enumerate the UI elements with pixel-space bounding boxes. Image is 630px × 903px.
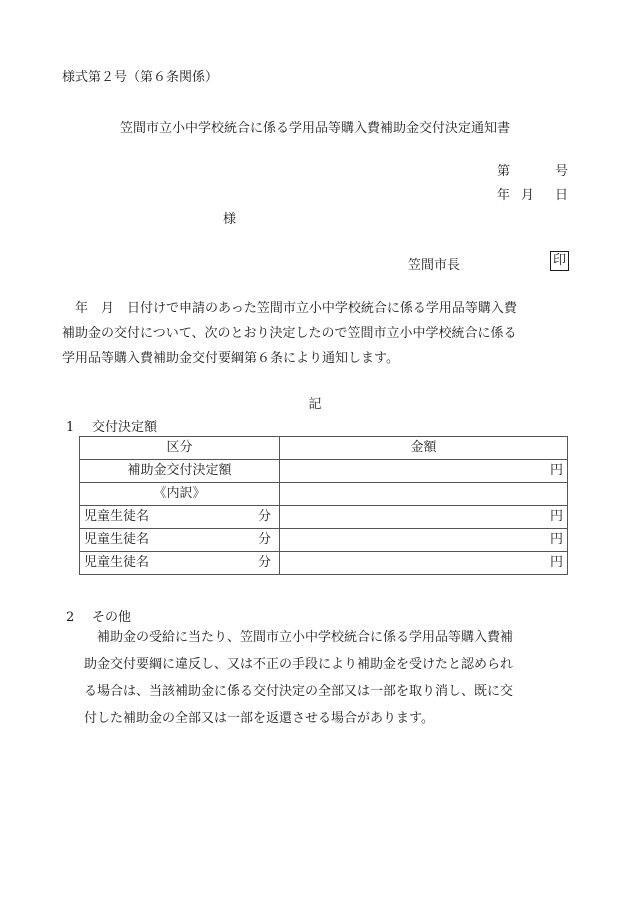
date-year: 年 — [497, 188, 511, 203]
total-row — [80, 460, 568, 483]
breakdown-amount-cell — [280, 483, 568, 506]
section2-number: 2 — [66, 610, 75, 625]
student-name-label: 児童生徒名 — [84, 532, 150, 547]
section1-number: 1 — [66, 420, 75, 435]
student-name-cell — [80, 506, 280, 529]
ki-heading: 記 — [308, 397, 322, 412]
body-line: 学用品等購入費補助金交付要綱第６条により通知します。 — [62, 351, 399, 366]
body-line: 補助金の交付について、次のとおり決定したので笠間市立小中学校統合に係る — [62, 326, 517, 341]
date-month: 月 — [521, 188, 535, 203]
document-title: 笠間市立小中学校統合に係る学用品等購入費補助金交付決定通知書 — [119, 121, 510, 136]
header-amount: 金額 — [280, 437, 568, 460]
header-category: 区分 — [80, 437, 280, 460]
section2-heading — [66, 606, 131, 625]
table-row — [80, 552, 568, 575]
student-yen-unit: 円 — [280, 552, 568, 575]
student-name-cell — [80, 552, 280, 575]
section1-heading — [66, 416, 157, 435]
total-label: 補助金交付決定額 — [80, 460, 280, 483]
grant-amount-table — [79, 436, 568, 575]
number-suffix: 号 — [555, 164, 569, 179]
table-row — [80, 506, 568, 529]
body-line: 年 月 日付けで申請のあった笠間市立小中学校統合に係る学用品等購入費 — [62, 301, 517, 316]
date-day: 日 — [555, 188, 569, 203]
student-suffix: 分 — [257, 509, 271, 524]
student-suffix: 分 — [257, 532, 271, 547]
seal-stamp: 印 — [550, 251, 569, 271]
section2-line: る場合は、当該補助金に係る交付決定の全部又は一部を取り消し、既に交 — [84, 684, 514, 699]
section2-body — [84, 624, 574, 732]
student-name-label: 児童生徒名 — [84, 509, 150, 524]
section2-line: 付した補助金の全部又は一部を返還させる場合があります。 — [84, 711, 434, 726]
section1-title: 交付決定額 — [92, 420, 158, 435]
addressee-honorific: 様 — [223, 212, 237, 227]
section2-line: 助金交付要綱に違反し、又は不正の手段により補助金を受けたと認められ — [84, 657, 514, 672]
issuer-name: 笠間市長 — [408, 258, 461, 273]
table-row — [80, 529, 568, 552]
student-yen-unit: 円 — [280, 506, 568, 529]
section2-title: その他 — [92, 610, 132, 625]
student-name-label: 児童生徒名 — [84, 555, 150, 570]
breakdown-label: 《内訳》 — [80, 483, 280, 506]
number-prefix: 第 — [497, 164, 511, 179]
student-name-cell — [80, 529, 280, 552]
student-suffix: 分 — [257, 555, 271, 570]
table-header-row — [80, 437, 568, 460]
notice-body — [62, 296, 574, 371]
form-number: 様式第２号（第６条関係） — [62, 70, 219, 85]
section2-line: 補助金の受給に当たり、笠間市立小中学校統合に係る学用品等購入費補 — [84, 630, 514, 645]
student-yen-unit: 円 — [280, 529, 568, 552]
total-yen-unit: 円 — [280, 460, 568, 483]
breakdown-row — [80, 483, 568, 506]
